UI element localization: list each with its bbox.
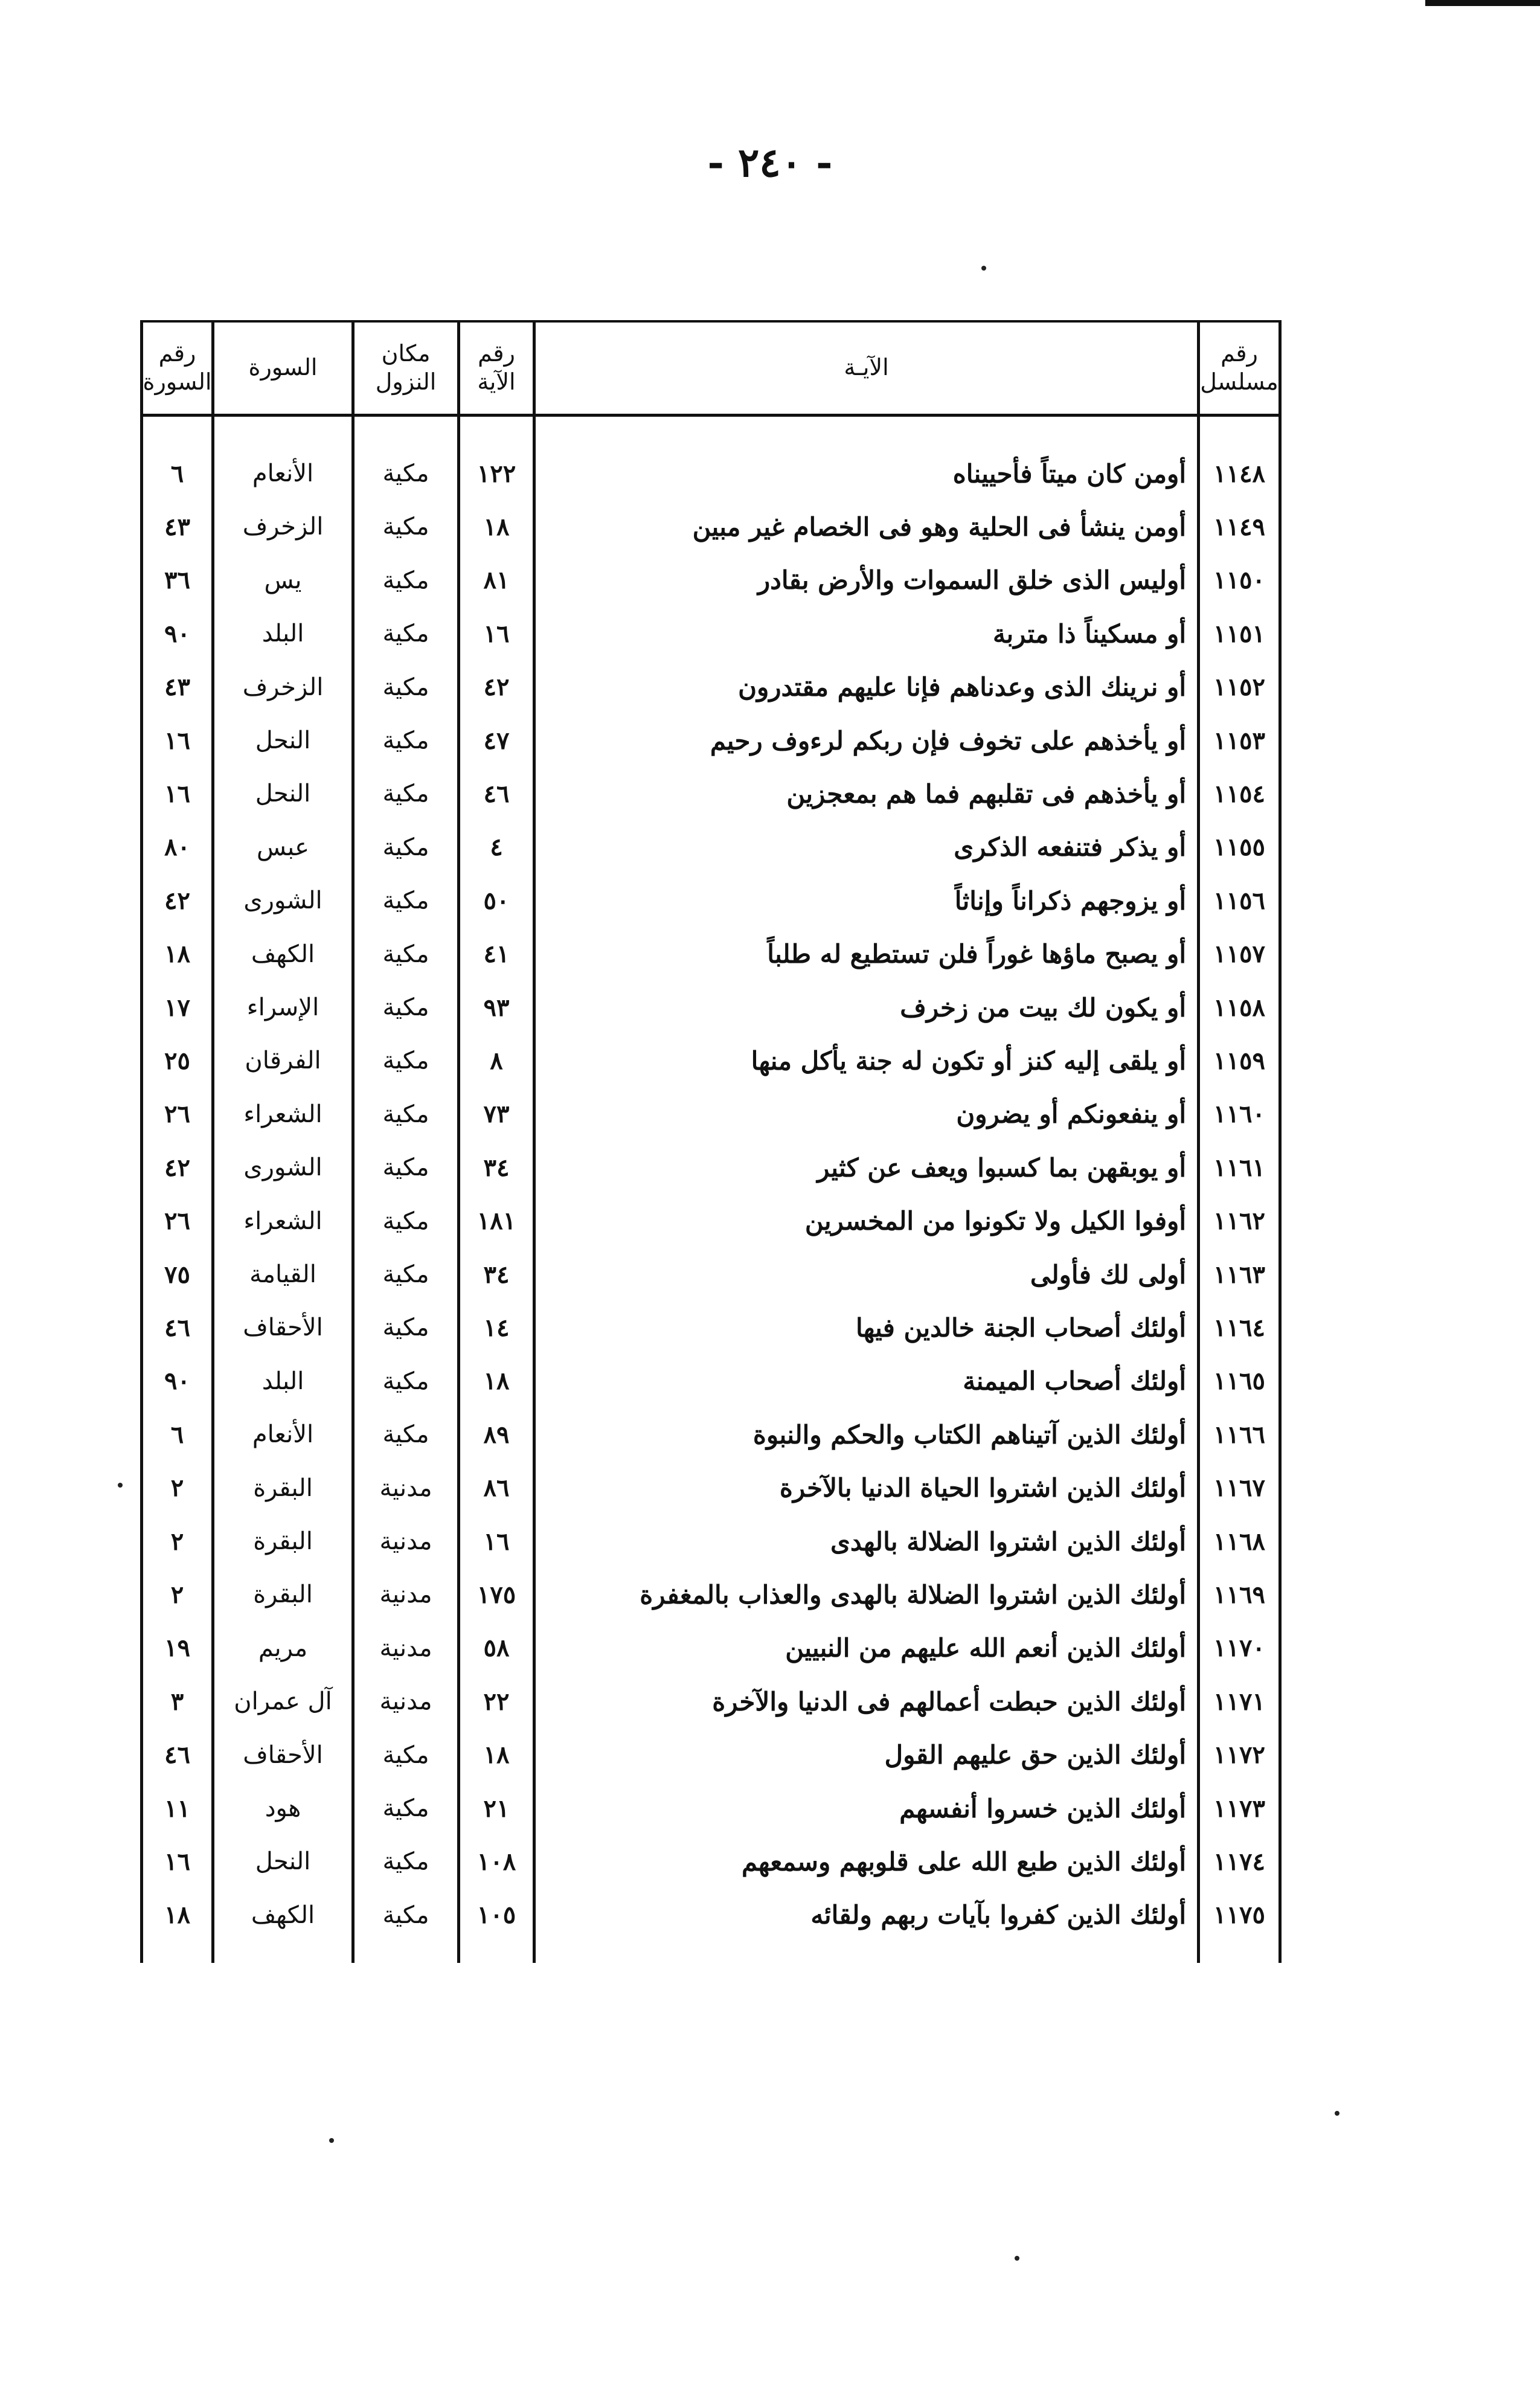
table-row [140, 1568, 1282, 1621]
cell-surah-number: ٤٢ [164, 886, 190, 915]
cell-serial: ١١٧١ [1213, 1687, 1265, 1716]
cell-serial: ١١٥٥ [1213, 833, 1265, 862]
cell-serial: ١١٦٣ [1213, 1260, 1265, 1289]
cell-serial: ١١٧٠ [1213, 1634, 1265, 1663]
cell-serial: ١١٥١ [1213, 619, 1265, 648]
cell-verse: أولئك الذين أنعم الله عليهم من النبيين [785, 1633, 1186, 1663]
cell-surah-number: ١٧ [164, 993, 190, 1022]
cell-surah: القيامة [249, 1260, 316, 1288]
cell-surah-number: ٩٠ [164, 1367, 190, 1396]
cell-revelation-place: مدنية [379, 1688, 432, 1716]
cell-verse: أو يصبح ماؤها غوراً فلن تستطيع له طلباً [767, 939, 1186, 969]
table-row [140, 500, 1282, 553]
cell-revelation-place: مكية [382, 566, 429, 594]
cell-surah-number: ٣ [170, 1687, 184, 1716]
header-serial-line1: رقم [1221, 339, 1258, 367]
cell-verse: أو يوبقهن بما كسبوا ويعف عن كثير [817, 1152, 1186, 1183]
cell-serial: ١١٤٨ [1213, 459, 1265, 488]
cell-ayah-number: ٢٢ [483, 1687, 510, 1716]
cell-surah: النحل [255, 727, 311, 754]
cell-ayah-number: ١٠٨ [476, 1847, 516, 1876]
cell-serial: ١١٥٣ [1213, 726, 1265, 755]
table-row [140, 1195, 1282, 1248]
cell-surah-number: ٢ [170, 1580, 184, 1609]
cell-revelation-place: مكية [382, 1260, 429, 1288]
cell-surah: الزخرف [242, 673, 324, 701]
cell-serial: ١١٦٨ [1213, 1527, 1265, 1556]
cell-verse: أولئك الذين خسروا أنفسهم [899, 1793, 1186, 1823]
cell-ayah-number: ٢١ [483, 1794, 510, 1823]
cell-surah-number: ٤٣ [164, 673, 190, 702]
cell-serial: ١١٧٢ [1213, 1741, 1265, 1770]
cell-serial: ١١٦٥ [1213, 1367, 1265, 1396]
scan-speck [1015, 2256, 1019, 2261]
cell-revelation-place: مكية [382, 1741, 429, 1769]
cell-surah: الفرقان [245, 1047, 321, 1075]
cell-verse: أولئك أصحاب الجنة خالدين فيها [855, 1312, 1186, 1343]
page-number: - ٢٤٠ - [707, 139, 833, 186]
cell-surah-number: ٢ [170, 1527, 184, 1556]
cell-serial: ١١٧٥ [1213, 1901, 1265, 1930]
cell-revelation-place: مكية [382, 673, 429, 701]
cell-surah-number: ٣٦ [164, 566, 190, 595]
table-row [140, 1355, 1282, 1408]
cell-ayah-number: ٨ [490, 1046, 503, 1075]
cell-revelation-place: مكية [382, 1794, 429, 1822]
cell-surah-number: ١١ [164, 1794, 190, 1823]
table-row [140, 1301, 1282, 1354]
cell-revelation-place: مدنية [379, 1634, 432, 1662]
header-ayah-line1: رقم [478, 339, 515, 367]
cell-surah: النحل [255, 1848, 311, 1876]
header-ayah-number [460, 329, 533, 407]
table-row [140, 1408, 1282, 1461]
cell-ayah-number: ٥٨ [483, 1634, 510, 1663]
cell-surah-number: ٤٦ [164, 1313, 190, 1342]
cell-ayah-number: ١٦ [483, 619, 510, 648]
cell-revelation-place: مدنية [379, 1527, 432, 1555]
cell-serial: ١١٥٧ [1213, 940, 1265, 969]
cell-ayah-number: ٨١ [483, 566, 510, 595]
cell-surah: البقرة [253, 1581, 313, 1609]
cell-verse: أو يأخذهم فى تقلبهم فما هم بمعجزين [786, 779, 1186, 809]
cell-surah: الكهف [251, 1901, 315, 1929]
cell-verse: أو يلقى إليه كنز أو تكون له جنة يأكل منها [751, 1045, 1186, 1076]
cell-surah-number: ٢ [170, 1474, 184, 1503]
table-row [140, 661, 1282, 714]
cell-revelation-place: مكية [382, 1848, 429, 1876]
header-surah-no-line2: السورة [143, 368, 212, 395]
table-row [140, 554, 1282, 607]
cell-verse: أولئك الذين اشتروا الضلالة بالهدى [830, 1526, 1186, 1556]
table-row [140, 1729, 1282, 1782]
cell-surah: الشعراء [243, 1100, 322, 1128]
cell-surah: البلد [261, 620, 304, 648]
table-row [140, 1462, 1282, 1515]
table-row [140, 1141, 1282, 1194]
table-row [140, 1248, 1282, 1301]
header-ayah-line2: الآية [477, 368, 516, 395]
cell-ayah-number: ١٢٢ [476, 459, 516, 488]
cell-ayah-number: ١٠٥ [476, 1901, 516, 1930]
cell-surah-number: ١٦ [164, 1847, 190, 1876]
cell-surah-number: ٨٠ [164, 833, 190, 862]
cell-surah-number: ٢٦ [164, 1100, 190, 1129]
cell-ayah-number: ٤٦ [483, 779, 510, 808]
cell-serial: ١١٦١ [1213, 1153, 1265, 1182]
cell-ayah-number: ٨٩ [483, 1420, 510, 1449]
header-surah-number [143, 329, 211, 407]
cell-serial: ١١٧٣ [1213, 1794, 1265, 1823]
cell-surah-number: ١٦ [164, 779, 190, 808]
scan-speck [981, 266, 986, 271]
table-row [140, 1889, 1282, 1942]
cell-surah-number: ١٦ [164, 726, 190, 755]
cell-revelation-place: مكية [382, 833, 429, 861]
table-row [140, 607, 1282, 660]
cell-verse: أولئك الذين اشتروا الضلالة بالهدى والعذاب بالمغفرة [640, 1579, 1186, 1610]
cell-ayah-number: ٤٢ [483, 673, 510, 702]
cell-verse: أولئك الذين آتيناهم الكتاب والحكم والنبوة [752, 1419, 1186, 1450]
table-row [140, 1515, 1282, 1568]
table-row [140, 821, 1282, 874]
header-revelation-place [355, 329, 457, 407]
cell-surah: يس [264, 566, 302, 594]
table-row [140, 1034, 1282, 1087]
cell-ayah-number: ١٨ [483, 512, 510, 541]
cell-surah-number: ٢٥ [164, 1046, 190, 1075]
cell-ayah-number: ٧٣ [483, 1100, 510, 1129]
cell-ayah-number: ٤ [490, 833, 503, 862]
cell-serial: ١١٥٨ [1213, 993, 1265, 1022]
header-surah-no-line1: رقم [158, 339, 196, 367]
header-place-line2: النزول [375, 368, 437, 395]
cell-surah: البقرة [253, 1474, 313, 1502]
cell-serial: ١١٥٠ [1213, 566, 1265, 595]
cell-verse: أوفوا الكيل ولا تكونوا من المخسرين [804, 1206, 1186, 1236]
cell-serial: ١١٦٧ [1213, 1474, 1265, 1503]
cell-surah-number: ١٨ [164, 940, 190, 969]
cell-revelation-place: مكية [382, 940, 429, 968]
cell-surah: الأحقاف [243, 1314, 323, 1342]
cell-surah-number: ١٩ [164, 1634, 190, 1663]
scan-speck [1335, 2111, 1339, 2116]
header-top-border [140, 320, 1282, 323]
cell-verse: أو نرينك الذى وعدناهم فإنا عليهم مقتدرون [738, 672, 1186, 702]
cell-surah: هود [265, 1794, 301, 1822]
cell-ayah-number: ٤٧ [483, 726, 510, 755]
cell-verse: أومن كان ميتاً فأحييناه [952, 458, 1186, 489]
cell-revelation-place: مكية [382, 513, 429, 541]
cell-verse: أولئك الذين حبطت أعمالهم فى الدنيا والآخرة [712, 1686, 1186, 1716]
cell-revelation-place: مكية [382, 460, 429, 487]
cell-verse: أو ينفعونكم أو يضرون [956, 1099, 1186, 1129]
cell-surah: مريم [258, 1634, 308, 1662]
cell-ayah-number: ١٨ [483, 1367, 510, 1396]
verse-index-table [140, 320, 1282, 1963]
cell-ayah-number: ٣٤ [483, 1153, 510, 1182]
cell-surah: الأنعام [252, 460, 314, 487]
cell-surah-number: ٤٦ [164, 1741, 190, 1770]
table-row [140, 447, 1282, 500]
cell-verse: أو يزوجهم ذكراناً وإناثاً [954, 885, 1186, 916]
cell-revelation-place: مكية [382, 1100, 429, 1128]
cell-revelation-place: مكية [382, 1901, 429, 1929]
cell-serial: ١١٥٩ [1213, 1046, 1265, 1075]
table-row [140, 1835, 1282, 1888]
table-row [140, 714, 1282, 767]
cell-verse: أولى لك فأولى [1030, 1259, 1186, 1289]
cell-verse: أولئك الذين حق عليهم القول [884, 1740, 1186, 1770]
header-serial [1200, 329, 1279, 407]
cell-surah: البلد [261, 1367, 304, 1395]
cell-verse: أولئك أصحاب الميمنة [963, 1366, 1186, 1396]
cell-revelation-place: مكية [382, 1421, 429, 1449]
cell-revelation-place: مكية [382, 1314, 429, 1342]
table-row [140, 1782, 1282, 1835]
scan-speck [329, 2138, 334, 2143]
cell-revelation-place: مكية [382, 887, 429, 915]
cell-surah-number: ١٨ [164, 1901, 190, 1930]
cell-surah-number: ٤٣ [164, 512, 190, 541]
cell-serial: ١١٤٩ [1213, 512, 1265, 541]
cell-surah: الأنعام [252, 1421, 314, 1449]
cell-serial: ١١٥٤ [1213, 779, 1265, 808]
cell-revelation-place: مكية [382, 994, 429, 1021]
top-edge-rule [1425, 0, 1540, 6]
cell-surah-number: ٦ [170, 1420, 184, 1449]
cell-ayah-number: ١٨١ [476, 1207, 516, 1236]
cell-serial: ١١٥٦ [1213, 886, 1265, 915]
cell-surah: الشورى [243, 1154, 322, 1182]
cell-surah: الزخرف [242, 513, 324, 541]
cell-serial: ١١٦٠ [1213, 1100, 1265, 1129]
cell-ayah-number: ١٧٥ [476, 1580, 516, 1609]
cell-verse: أولئك الذين اشتروا الحياة الدنيا بالآخرة [779, 1473, 1186, 1503]
cell-ayah-number: ١٨ [483, 1741, 510, 1770]
table-row [140, 928, 1282, 981]
cell-surah: الأحقاف [243, 1741, 323, 1769]
table-row [140, 1088, 1282, 1141]
cell-revelation-place: مكية [382, 1154, 429, 1182]
table-row [140, 981, 1282, 1034]
cell-verse: أو مسكيناً ذا متربة [992, 618, 1186, 649]
table-row [140, 874, 1282, 927]
cell-surah: عبس [257, 833, 309, 861]
cell-surah-number: ٢٦ [164, 1207, 190, 1236]
cell-ayah-number: ٥٠ [483, 886, 510, 915]
cell-revelation-place: مكية [382, 780, 429, 808]
cell-ayah-number: ٨٦ [483, 1474, 510, 1503]
cell-revelation-place: مكية [382, 1047, 429, 1075]
cell-surah: النحل [255, 780, 311, 808]
cell-surah: الشعراء [243, 1207, 322, 1235]
cell-serial: ١١٦٩ [1213, 1580, 1265, 1609]
table-row [140, 1675, 1282, 1728]
cell-surah: البقرة [253, 1527, 313, 1555]
cell-revelation-place: مكية [382, 727, 429, 754]
header-verse: الآيـة [844, 354, 889, 381]
cell-surah: الكهف [251, 940, 315, 968]
cell-surah-number: ٦ [170, 459, 184, 488]
cell-serial: ١١٦٦ [1213, 1420, 1265, 1449]
cell-serial: ١١٥٢ [1213, 673, 1265, 702]
header-serial-line2: مسلسل [1200, 368, 1279, 395]
cell-ayah-number: ٤١ [483, 940, 510, 969]
cell-revelation-place: مكية [382, 1367, 429, 1395]
table-row [140, 1622, 1282, 1675]
cell-surah-number: ٤٢ [164, 1153, 190, 1182]
cell-verse: أومن ينشأ فى الحلية وهو فى الخصام غير مبين [692, 512, 1186, 542]
cell-surah: الشورى [243, 887, 322, 915]
table-row [140, 767, 1282, 820]
header-bottom-border [140, 414, 1282, 417]
cell-verse: أو يأخذهم على تخوف فإن ربكم لرءوف رحيم [710, 725, 1186, 756]
cell-serial: ١١٦٤ [1213, 1313, 1265, 1342]
cell-revelation-place: مدنية [379, 1581, 432, 1609]
cell-ayah-number: ١٤ [483, 1313, 510, 1342]
cell-surah-number: ٧٥ [164, 1260, 190, 1289]
cell-revelation-place: مدنية [379, 1474, 432, 1502]
cell-serial: ١١٦٢ [1213, 1207, 1265, 1236]
header-surah: السورة [248, 354, 318, 381]
cell-serial: ١١٧٤ [1213, 1847, 1265, 1876]
cell-ayah-number: ٩٣ [483, 993, 510, 1022]
cell-ayah-number: ١٦ [483, 1527, 510, 1556]
cell-revelation-place: مكية [382, 1207, 429, 1235]
cell-verse: أولئك الذين كفروا بآيات ربهم ولقائه [810, 1900, 1186, 1930]
cell-ayah-number: ٣٤ [483, 1260, 510, 1289]
cell-verse: أوليس الذى خلق السموات والأرض بقادر [757, 565, 1186, 596]
cell-verse: أولئك الذين طبع الله على قلوبهم وسمعهم [741, 1846, 1186, 1877]
scan-speck [118, 1483, 123, 1488]
cell-verse: أو يذكر فتنفعه الذكرى [954, 832, 1186, 862]
cell-surah: آل عمران [234, 1688, 332, 1716]
cell-surah-number: ٩٠ [164, 619, 190, 648]
header-place-line1: مكان [381, 339, 431, 367]
cell-surah: الإسراء [246, 994, 319, 1021]
cell-revelation-place: مكية [382, 620, 429, 648]
cell-verse: أو يكون لك بيت من زخرف [900, 992, 1186, 1023]
